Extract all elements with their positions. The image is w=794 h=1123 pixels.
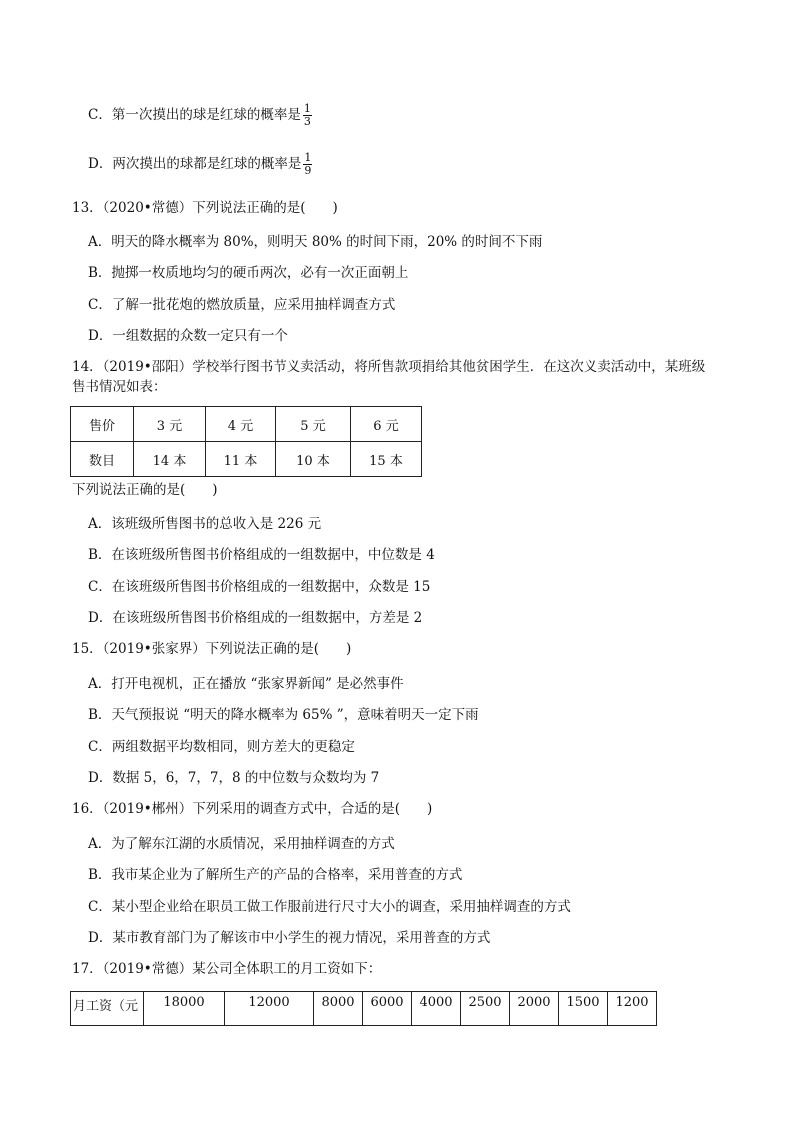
table-cell: 1200	[608, 992, 657, 1026]
q14-option-a: A．该班级所售图书的总收入是 226 元	[88, 516, 322, 532]
table-cell: 11 本	[206, 442, 276, 477]
table-row	[71, 992, 657, 1026]
question-14-stem-line1: 14．（2019•邵阳）学校举行图书节义卖活动，将所售款项捐给其他贫困学生．在这次义卖活动中，某班级	[72, 359, 706, 375]
table-cell: 2500	[461, 992, 510, 1026]
q15-option-c: C．两组数据平均数相同，则方差大的更稳定	[88, 739, 355, 755]
salary-table	[70, 991, 657, 1026]
q13-option-b: B．抛掷一枚质地均匀的硬币两次，必有一次正面朝上	[88, 265, 409, 281]
table-cell: 8000	[314, 992, 363, 1026]
table-cell: 月工资（元	[71, 992, 144, 1026]
table-cell: 售价	[71, 407, 134, 442]
q14-option-b: B．在该班级所售图书价格组成的一组数据中，中位数是 4	[88, 547, 435, 563]
question-14-stem-line2: 售书情况如表：	[72, 379, 167, 395]
table-cell: 2000	[510, 992, 559, 1026]
q16-option-d: D．某市教育部门为了解该市中小学生的视力情况，采用普查的方式	[88, 930, 491, 946]
fraction: $\frac{1}{9}$	[304, 151, 312, 177]
q13-option-a: A．明天的降水概率为 80%，则明天 80% 的时间下雨，20% 的时间不下雨	[88, 234, 543, 250]
table-cell: 14 本	[134, 442, 206, 477]
question-14-prompt: 下列说法正确的是( )	[72, 482, 218, 498]
table-cell: 3 元	[134, 407, 206, 442]
q16-option-b: B．我市某企业为了解所生产的产品的合格率，采用普查的方式	[88, 867, 463, 883]
table-cell: 1500	[559, 992, 608, 1026]
table-cell: 4 元	[206, 407, 276, 442]
table-cell: 5 元	[276, 407, 351, 442]
q13-option-c: C．了解一批花炮的燃放质量，应采用抽样调查方式	[88, 297, 396, 313]
q15-option-d: D．数据 5，6，7，7，8 的中位数与众数均为 7	[88, 770, 380, 786]
option-text: D．两次摸出的球都是红球的概率是	[88, 156, 302, 172]
table-cell: 10 本	[276, 442, 351, 477]
table-row	[71, 442, 422, 477]
table-cell: 6000	[363, 992, 412, 1026]
question-17-stem: 17．（2019•常德）某公司全体职工的月工资如下：	[72, 961, 382, 977]
q13-option-d: D．一组数据的众数一定只有一个	[88, 328, 288, 344]
table-cell: 15 本	[351, 442, 422, 477]
option-c-prev	[88, 103, 312, 128]
q15-option-a: A．打开电视机，正在播放 “张家界新闻” 是必然事件	[88, 676, 404, 692]
question-13-stem: 13．（2020•常德）下列说法正确的是( )	[72, 200, 338, 216]
q15-option-b: B．天气预报说 “明天的降水概率为 65% ”，意味着明天一定下雨	[88, 707, 479, 723]
q16-option-a: A．为了解东江湖的水质情况，采用抽样调查的方式	[88, 836, 395, 852]
table-cell: 18000	[144, 992, 225, 1026]
table-cell: 数目	[71, 442, 134, 477]
table-row	[71, 407, 422, 442]
question-16-stem: 16．（2019•郴州）下列采用的调查方式中，合适的是( )	[72, 801, 433, 817]
fraction: $\frac{1}{3}$	[303, 102, 311, 128]
table-cell: 4000	[412, 992, 461, 1026]
q14-option-c: C．在该班级所售图书价格组成的一组数据中，众数是 15	[88, 579, 431, 595]
table-cell: 12000	[225, 992, 314, 1026]
option-text: C．第一次摸出的球是红球的概率是	[88, 107, 301, 123]
q16-option-c: C．某小型企业给在职员工做工作服前进行尺寸大小的调查，采用抽样调查的方式	[88, 899, 571, 915]
option-d-prev	[88, 152, 312, 177]
q14-option-d: D．在该班级所售图书价格组成的一组数据中，方差是 2	[88, 610, 423, 626]
table-cell: 6 元	[351, 407, 422, 442]
price-table	[70, 406, 422, 477]
question-15-stem: 15．（2019•张家界）下列说法正确的是( )	[72, 641, 352, 657]
